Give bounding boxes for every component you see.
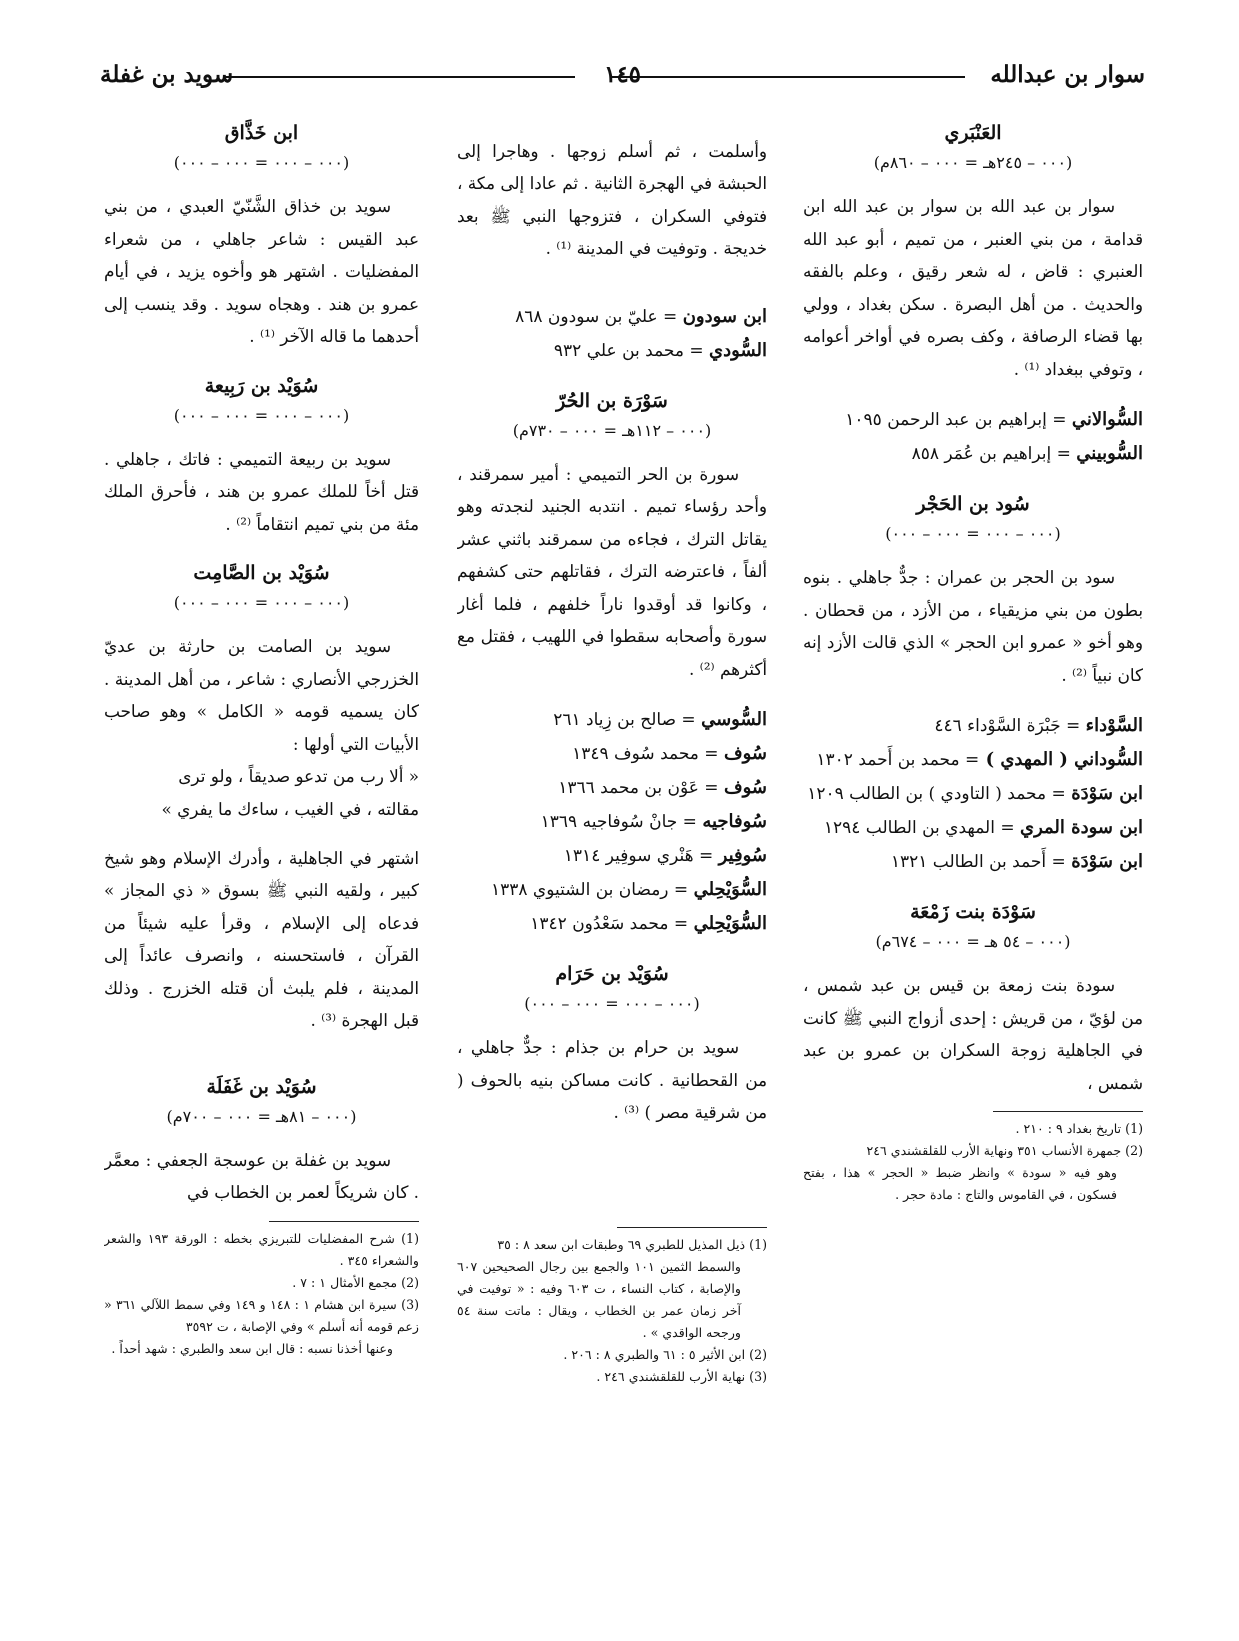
running-title-left: سويد بن غفلة: [100, 61, 234, 88]
entry-text: سويد بن الصامت بن حارثة بن عديّ الخزرجي الأنصاري : شاعر ، من أهل المدينة . كان يسميه قومه « الكامل » وهو صاحب الأبيات التي أولها :: [104, 636, 419, 754]
entry-text: سويد بن ربيعة التميمي : فاتك ، جاهلي . قتل أخاً للملك عمرو بن هند ، فأحرق الملك مئة من بني تميم انتقاماً ⁽²⁾ .: [104, 448, 419, 534]
xref-name: ابن سودة المري: [1020, 817, 1143, 838]
cross-reference: [803, 437, 1143, 471]
xref-name: السُّوَيْحِلي: [693, 879, 767, 901]
column-2: [457, 118, 767, 1608]
page-number: ١٤٥: [603, 61, 642, 88]
cross-reference: [457, 907, 767, 941]
footnote-rule: [269, 1221, 419, 1222]
column-1: [803, 118, 1143, 1608]
entry-dates: (٠٠٠ – ٢٤٥هـ = ٠٠٠ – ٨٦٠م): [873, 153, 1073, 172]
cross-reference: [803, 811, 1143, 845]
xref-name: ابن سَوْدَة: [1071, 851, 1143, 872]
cross-reference: [457, 334, 767, 368]
xref-target: = إبراهيم بن عبد الرحمن ١٠٩٥: [845, 410, 1072, 430]
xref-name: السُّوداني: [1074, 749, 1143, 770]
footnote: (2) مجمع الأمثال ١ : ٧ .: [292, 1274, 419, 1290]
verse-line: « ألا رب من تدعو صديقاً ، ولو ترى: [178, 766, 419, 786]
entry-title: سُوَيْد بن رَبِيعة: [204, 374, 319, 397]
xref-name: سُوفاجيه: [702, 811, 767, 833]
footnotes: [803, 1118, 1143, 1206]
xref-target: = جانْ سُوفاجيه ١٣٦٩: [540, 812, 703, 833]
footnote: (2) ابن الأثير ٥ : ٦١ والطبري ٨ : ٢٠٦ .: [563, 1346, 767, 1362]
entry-title: سُود بن الحَجْر: [916, 493, 1030, 515]
xref-name: ابن سودون: [682, 305, 767, 327]
xref-name: سُوفِير: [718, 845, 767, 867]
cross-reference: [457, 703, 767, 737]
xref-name: السَّوْداء: [1085, 715, 1143, 736]
entry-dates: (٠٠٠ – ٠٠٠ = ٠٠٠ – ٠٠٠): [524, 994, 700, 1014]
cross-reference: [457, 771, 767, 805]
xref-name: سُوف: [723, 743, 767, 765]
entry-dates: (٠٠٠ – ٠٠٠ = ٠٠٠ – ٠٠٠): [885, 524, 1061, 543]
verse-line: مقالته ، في الغيب ، ساءك ما يفري »: [161, 798, 419, 819]
xref-target: = جَبْرَة السَّوْداء ٤٤٦: [934, 716, 1086, 736]
cross-reference: [803, 709, 1143, 743]
cross-reference: [457, 805, 767, 839]
entry-title: سُوَيْد بن حَرَام: [555, 963, 669, 986]
page-header: [100, 60, 1145, 100]
entry-dates: (٠٠٠ – ٠٠٠ = ٠٠٠ – ٠٠٠): [173, 593, 350, 612]
footnote: (1) ذيل المذيل للطبري ٦٩ وطبقات ابن سعد ٨ : ٣٥: [497, 1236, 767, 1252]
running-title-right: سوار بن عبدالله: [990, 61, 1145, 88]
footnotes: [104, 1228, 419, 1360]
footnote: (3) سيرة ابن هشام ١ : ١٤٨ و ١٤٩ وفي سمط اللآلي ٣٦١ « زعم قومه أنه أسلم » وفي الإصابة ، ت ٣٥٩٢: [104, 1296, 419, 1334]
entry-dates: (٠٠٠ – ٨١هـ = ٠٠٠ – ٧٠٠م): [166, 1106, 357, 1126]
entry-title: سَوْرَة بن الحُرّ: [556, 389, 668, 412]
xref-target: = رمضان بن الشتيوي ١٣٣٨: [490, 880, 694, 901]
header-rule-left: [225, 76, 575, 78]
xref-target: = إبراهيم بن عُمَر ٨٥٨: [911, 444, 1077, 464]
xref-target: = محمد سَعْدُون ١٣٤٢: [530, 914, 694, 935]
footnote-rule: [617, 1227, 767, 1228]
entry-dates: (٠٠٠ – ١١٢هـ = ٠٠٠ – ٧٣٠م): [512, 420, 712, 440]
xref-target: = محمد سُوف ١٣٤٩: [572, 744, 724, 765]
entry-title: سُوَيْد بن غَفَلَة: [206, 1075, 317, 1098]
entry-text: سورة بن الحر التميمي : أمير سمرقند ، وأحد رؤساء تميم . انتدبه الجنيد لنجدته وهو يقاتل الترك ، فجاءه من سمرقند باثني عشر ألفاً ، فاعترضه الترك ، فقاتلهم حتى كشفهم ، وكانوا قد أوقدوا ناراً خلفهم ، فلما أغار سورة وأصحابه سقطوا في اللهيب ، فقتل مع أكثرهم ⁽²⁾ .: [457, 463, 767, 679]
column-3: [104, 118, 419, 1608]
xref-target: = أَحمد بن الطالب ١٣٢١: [890, 852, 1072, 872]
footnote: (3) نهاية الأرب للقلقشندي ٢٤٦ .: [596, 1368, 767, 1384]
footnote: (1) تاريخ بغداد ٩ : ٢١٠ .: [1015, 1121, 1143, 1136]
footnote: (2) جمهرة الأنساب ٣٥١ ونهاية الأرب للقلقشندي ٢٤٦: [866, 1143, 1143, 1158]
xref-target: = عَوْن بن محمد ١٣٦٦: [558, 778, 724, 799]
entry-text: سود بن الحجر بن عمران : جدٌّ جاهلي . بنوه بطون من بني مزيقياء ، من الأزد ، من قحطان . وهو أخو « عمرو ابن الحجر » الذي قالت الأزد إنه كان نبياً ⁽²⁾ .: [803, 567, 1143, 685]
xref-name-qualifier: ( المهدي ): [979, 749, 1075, 770]
entry-title: ابن خَذَّاق: [224, 122, 299, 144]
cross-reference: [457, 873, 767, 907]
xref-target: = صالح بن زِياد ٢٦١: [553, 710, 702, 731]
xref-name: السُّوسي: [701, 709, 767, 731]
xref-target: = محمد ( التاودي ) بن الطالب ١٢٠٩: [807, 784, 1072, 804]
entry-text-continued: وأسلمت ، ثم أسلم زوجها . وهاجرا إلى الحبشة في الهجرة الثانية . ثم عادا إلى مكة ، فتوفي السكران ، فتزوجها النبي ﷺ بعد خديجة . وتوفيت في المدينة ⁽¹⁾ .: [457, 140, 767, 259]
entry-text: سوار بن عبد الله بن سوار بن عبد الله ابن قدامة ، من بني العنبر ، من تميم ، أبو عبد الله العنبري : قاض ، له شعر رقيق ، وعلم بالفقه والحديث . من أهل البصرة . سكن بغداد ، وولي بها قضاء الرصافة ، وكف بصره في أواخر أعوامه ، وتوفي ببغداد ⁽¹⁾ .: [803, 196, 1143, 379]
xref-target: = محمد بن أَحمد ١٣٠٢: [816, 750, 980, 770]
entry-text: سودة بنت زمعة بن قيس بن عبد شمس ، من لؤيّ ، من قريش : إحدى أزواج النبي ﷺ كانت في الجاهلية زوجة السكران بن عمرو بن عبد شمس ،: [803, 975, 1143, 1093]
footnote: (1) شرح المفضليات للتبريزي بخطه : الورقة ١٩٣ والشعر والشعراء ٣٤٥ .: [104, 1230, 419, 1268]
xref-name: السُّودي: [709, 339, 767, 361]
cross-reference: [457, 839, 767, 873]
xref-name: السُّوبيني: [1076, 443, 1143, 464]
xref-target: = هَنْري سوفِير ١٣١٤: [563, 846, 719, 867]
footnote-rule: [993, 1111, 1143, 1112]
entry-text: اشتهر في الجاهلية ، وأدرك الإسلام وهو شيخ كبير ، ولقيه النبي ﷺ بسوق « ذي المجاز » فدعاه إلى الإسلام ، وقرأ عليه شيئاً من القرآن ، فاستحسنه ، وانصرف عائداً إلى المدينة ، فلم يلبث أن قتله الخزرج . وذلك قبل الهجرة ⁽³⁾ .: [104, 847, 419, 1031]
footnotes: [457, 1234, 767, 1388]
cross-reference: [457, 737, 767, 771]
xref-name: ابن سَوْدَة: [1071, 783, 1143, 804]
footnote-continuation: وهو فيه « سودة » وانظر ضبط « الحجر » هذا ، بفتح فسكون ، في القاموس والتاج : مادة حجر .: [803, 1165, 1117, 1202]
xref-name: السُّوَيْحِلي: [693, 913, 767, 935]
footnote-continuation: والسمط الثمين ١٠١ والجمع بين رجال الصحيحين ٦٠٧ والإصابة ، كتاب النساء ، ت ٦٠٣ وفيه : « توفيت في آخر زمان عمر بن الخطاب ، ويقال : ماتت سنة ٥٤ ورجحه الواقدي » .: [457, 1258, 741, 1340]
entry-dates: (٠٠٠ – ٠٠٠ = ٠٠٠ – ٠٠٠): [173, 153, 350, 172]
entry-title: سُوَيْد بن الصَّامِت: [193, 562, 330, 584]
cross-reference: [803, 777, 1143, 811]
entry-dates: (٠٠٠ – ٠٠٠ = ٠٠٠ – ٠٠٠): [173, 405, 350, 425]
entry-title: العَنْبَري: [944, 122, 1002, 144]
entry-text: سويد بن غفلة بن عوسجة الجعفي : معمَّر . كان شريكاً لعمر بن الخطاب في: [104, 1149, 419, 1203]
entry-text: سويد بن خذاق الشَّنّيّ العبدي ، من بني عبد القيس : شاعر جاهلي ، من شعراء المفضليات . اشتهر هو وأخوه يزيد ، في أيام عمرو بن هند . وهجاه سويد . وقد ينسب إلى أحدهما ما قاله الآخر ⁽¹⁾ .: [104, 196, 419, 346]
cross-reference: [803, 743, 1143, 777]
cross-reference: [803, 403, 1143, 437]
entry-dates: (٠٠٠ – ٥٤ هـ = ٠٠٠ – ٦٧٤م): [875, 932, 1071, 951]
xref-target: = عليّ بن سودون ٨٦٨: [515, 306, 683, 327]
xref-target: = محمد بن علي ٩٣٢: [553, 340, 710, 361]
xref-name: السُّوالاني: [1071, 409, 1143, 430]
cross-reference: [803, 845, 1143, 879]
footnote-continuation: وعنها أخذنا نسبه : قال ابن سعد والطبري : شهد أحداً .: [111, 1340, 393, 1356]
xref-target: = المهدي بن الطالب ١٢٩٤: [823, 818, 1020, 838]
entry-title: سَوْدَة بنت زَمْعَة: [910, 901, 1036, 923]
entry-text: سويد بن حرام بن جذام : جدٌّ جاهلي ، من القحطانية . كانت مساكن بنيه بالحوف ( من شرقية مصر ) ⁽³⁾ .: [457, 1037, 767, 1123]
xref-name: سُوف: [723, 777, 767, 799]
cross-reference: [457, 300, 767, 334]
